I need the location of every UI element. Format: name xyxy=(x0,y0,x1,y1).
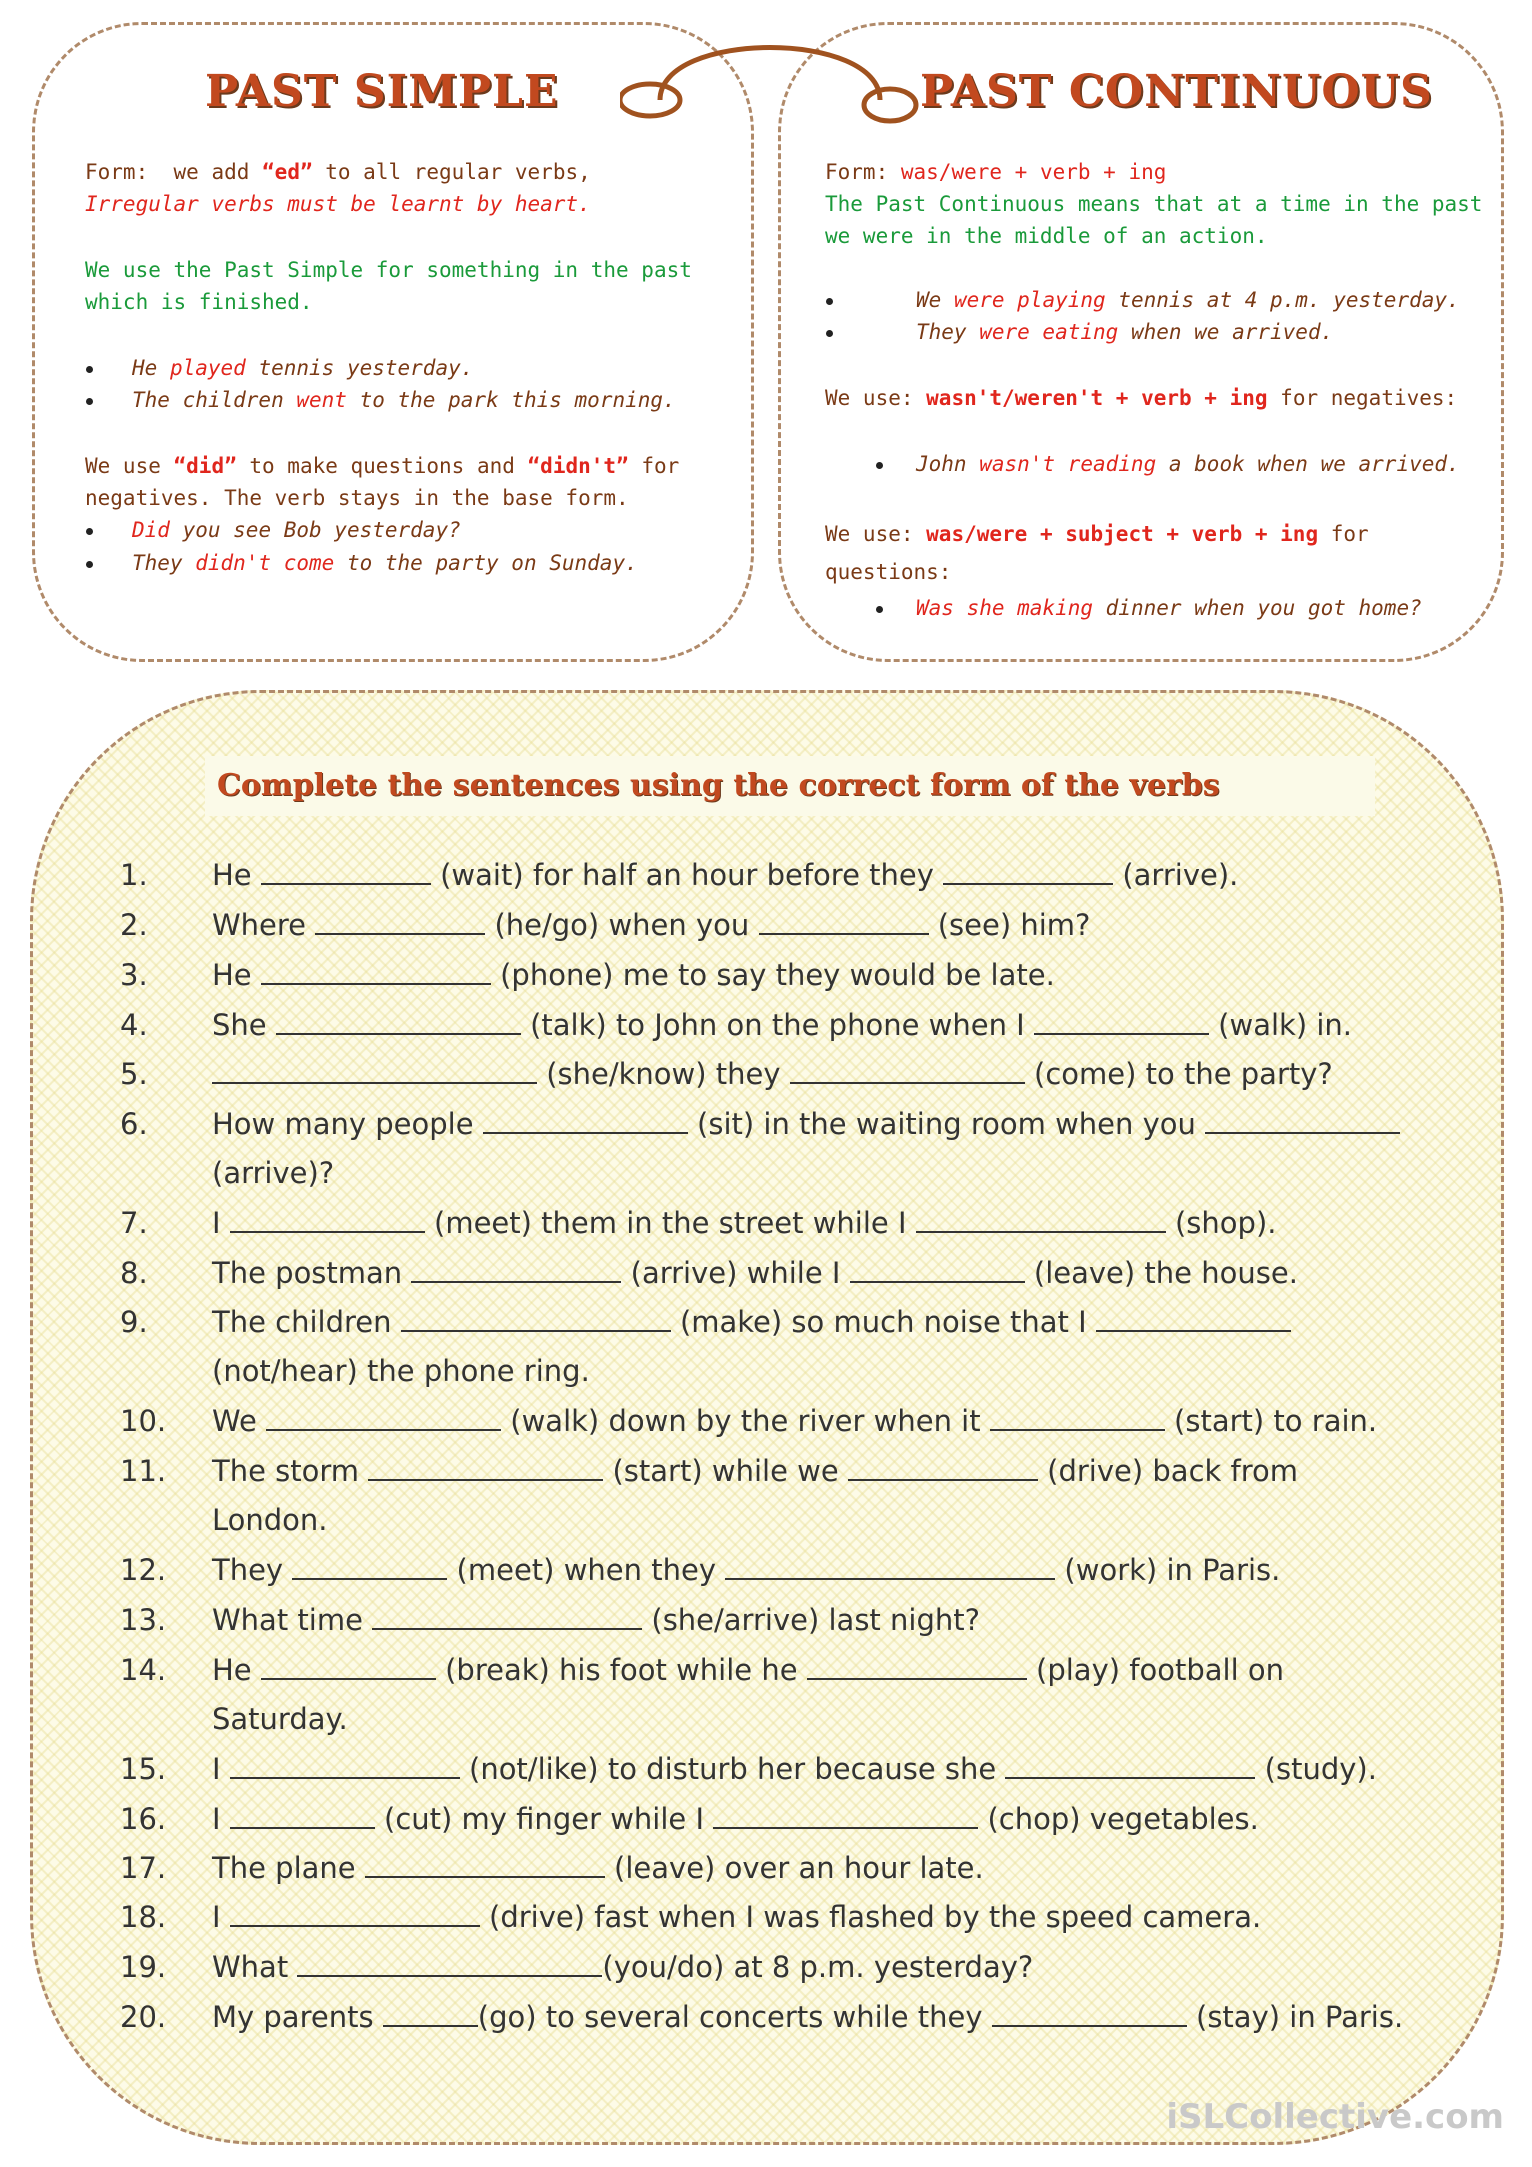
pc-means-line: The Past Continuous means that at a time in the past xyxy=(825,192,1483,216)
sentence-text: I xyxy=(212,1900,230,1934)
answer-blank[interactable] xyxy=(266,1405,501,1431)
answer-blank[interactable] xyxy=(261,859,431,885)
item-sentence xyxy=(212,1057,1333,1091)
sentence-text: They xyxy=(212,1553,293,1587)
item-sentence xyxy=(212,1206,1276,1240)
form-label: Form: xyxy=(825,160,889,184)
item-sentence xyxy=(212,1256,1298,1290)
sentence-text: (go) to several concerts while they xyxy=(477,2000,992,2034)
example-text: They xyxy=(916,320,980,344)
example-text: dinner when you got home? xyxy=(1093,596,1422,620)
sentence-text: (you/do) at 8 p.m. yesterday? xyxy=(602,1950,1034,1984)
didnt-word: “didn't” xyxy=(527,454,629,478)
sentence-text: She xyxy=(212,1008,276,1042)
pc-example xyxy=(916,316,1333,348)
item-number: 20. xyxy=(120,2000,167,2034)
answer-blank[interactable] xyxy=(759,909,929,935)
watermark: iSLCollective.com xyxy=(1166,2097,1504,2137)
example-verb: Did xyxy=(132,518,170,542)
bullet-icon xyxy=(86,398,93,405)
sentence-text: (he/go) when you xyxy=(485,908,759,942)
example-text: a book when we arrived. xyxy=(1156,452,1460,476)
item-sentence xyxy=(212,1802,1259,1836)
item-sentence xyxy=(212,1851,984,1885)
answer-blank[interactable] xyxy=(790,1058,1025,1084)
item-number: 3. xyxy=(120,958,148,992)
item-continuation: London. xyxy=(212,1503,328,1537)
sentence-text: What time xyxy=(212,1603,373,1637)
did-text: We use xyxy=(85,454,174,478)
answer-blank[interactable] xyxy=(713,1803,978,1829)
pc-question-line: questions: xyxy=(825,560,952,584)
answer-blank[interactable] xyxy=(365,1852,605,1878)
example-text: tennis yesterday. xyxy=(245,356,474,380)
answer-blank[interactable] xyxy=(990,1405,1165,1431)
example-text: to the party on Sunday. xyxy=(334,551,638,575)
sentence-text: (start) to rain. xyxy=(1164,1404,1378,1438)
sentence-text: (she/arrive) last night? xyxy=(642,1603,981,1637)
ps-example xyxy=(132,547,638,579)
sentence-text: (walk) in. xyxy=(1208,1008,1353,1042)
form-ed: “ed” xyxy=(262,160,313,184)
sentence-text: The plane xyxy=(212,1851,365,1885)
sentence-text: The children xyxy=(212,1305,401,1339)
sentence-text: The postman xyxy=(212,1256,412,1290)
sentence-text: (wait) for half an hour before they xyxy=(430,858,944,892)
rule-text: We use: xyxy=(825,522,927,546)
bullet-icon xyxy=(876,606,883,613)
item-sentence xyxy=(212,1900,1261,1934)
item-continuation: Saturday. xyxy=(212,1702,348,1736)
sentence-text: (shop). xyxy=(1165,1206,1277,1240)
item-sentence xyxy=(212,1653,1284,1687)
answer-blank[interactable] xyxy=(276,1009,521,1035)
answer-blank[interactable] xyxy=(943,859,1113,885)
sentence-text: (meet) when they xyxy=(447,1553,726,1587)
sentence-text: (chop) vegetables. xyxy=(978,1802,1259,1836)
answer-blank[interactable] xyxy=(292,1554,447,1580)
item-number: 19. xyxy=(120,1950,167,1984)
item-sentence xyxy=(212,1305,1291,1339)
answer-blank[interactable] xyxy=(401,1306,671,1332)
answer-blank[interactable] xyxy=(725,1554,1055,1580)
sentence-text: (study). xyxy=(1255,1752,1377,1786)
example-verb: didn't come xyxy=(195,551,335,575)
sentence-text: We xyxy=(212,1404,267,1438)
example-text: tennis at 4 p.m. yesterday. xyxy=(1105,288,1460,312)
answer-blank[interactable] xyxy=(992,2001,1187,2027)
ps-use-line: We use the Past Simple for something in the past xyxy=(85,258,692,282)
example-verb: were playing xyxy=(953,288,1106,312)
rule-form: was/were + subject + verb + ing xyxy=(926,522,1319,546)
sentence-text: My parents xyxy=(212,2000,383,2034)
sentence-text: (leave) over an hour late. xyxy=(604,1851,984,1885)
answer-blank[interactable] xyxy=(807,1654,1027,1680)
sentence-text: How many people xyxy=(212,1107,483,1141)
answer-blank[interactable] xyxy=(848,1455,1038,1481)
sentence-text: What xyxy=(212,1950,298,1984)
item-number: 5. xyxy=(120,1057,148,1091)
answer-blank[interactable] xyxy=(916,1207,1166,1233)
item-continuation: (arrive)? xyxy=(212,1156,335,1190)
sentence-text: (talk) to John on the phone when I xyxy=(520,1008,1034,1042)
answer-blank[interactable] xyxy=(383,2001,478,2027)
ps-irregular-line: Irregular verbs must be learnt by heart. xyxy=(85,192,591,216)
bullet-icon xyxy=(86,528,93,535)
pc-question-line xyxy=(825,518,1369,550)
past-simple-title: PAST SIMPLE xyxy=(205,66,559,117)
pc-example xyxy=(916,284,1460,316)
example-verb: were eating xyxy=(979,320,1119,344)
example-text: The children xyxy=(132,388,297,412)
answer-blank[interactable] xyxy=(297,1951,602,1977)
answer-blank[interactable] xyxy=(212,1058,537,1084)
item-number: 16. xyxy=(120,1802,167,1836)
answer-blank[interactable] xyxy=(261,1654,436,1680)
did-word: “did” xyxy=(173,454,237,478)
item-number: 7. xyxy=(120,1206,148,1240)
ps-use-line: which is finished. xyxy=(85,290,313,314)
sentence-text: (arrive) while I xyxy=(621,1256,850,1290)
example-text: They xyxy=(132,551,196,575)
bullet-icon xyxy=(86,561,93,568)
example-verb: played xyxy=(169,356,246,380)
answer-blank[interactable] xyxy=(261,959,491,985)
sentence-text: (come) to the party? xyxy=(1024,1057,1333,1091)
item-continuation: (not/hear) the phone ring. xyxy=(212,1354,590,1388)
item-sentence xyxy=(212,858,1238,892)
item-number: 2. xyxy=(120,908,148,942)
item-number: 10. xyxy=(120,1404,167,1438)
rule-text: for negatives: xyxy=(1267,386,1458,410)
ps-form-line xyxy=(85,156,591,188)
sentence-text: He xyxy=(212,1653,261,1687)
did-text: to make questions and xyxy=(236,454,528,478)
exercise-title: Complete the sentences using the correct form of the verbs xyxy=(205,756,1375,816)
sentence-text: (leave) the house. xyxy=(1024,1256,1298,1290)
rule-text: We use: xyxy=(825,386,927,410)
item-number: 15. xyxy=(120,1752,167,1786)
answer-blank[interactable] xyxy=(368,1455,603,1481)
answer-blank[interactable] xyxy=(230,1901,480,1927)
example-text: to the park this morning. xyxy=(346,388,676,412)
sentence-text: He xyxy=(212,958,261,992)
sentence-text: (phone) me to say they would be late. xyxy=(490,958,1055,992)
answer-blank[interactable] xyxy=(230,1753,460,1779)
example-text: John xyxy=(916,452,980,476)
item-number: 4. xyxy=(120,1008,148,1042)
item-sentence xyxy=(212,1603,980,1637)
item-number: 1. xyxy=(120,858,148,892)
sentence-text: (drive) back from xyxy=(1037,1454,1299,1488)
item-number: 14. xyxy=(120,1653,167,1687)
example-verb: wasn't reading xyxy=(979,452,1157,476)
example-text: We xyxy=(916,288,954,312)
pc-form-line xyxy=(825,156,1166,188)
ps-example xyxy=(132,384,676,416)
did-text: for xyxy=(628,454,680,478)
ps-did-line xyxy=(85,450,679,482)
item-number: 9. xyxy=(120,1305,148,1339)
pc-negative-line xyxy=(825,382,1457,414)
rule-form: wasn't/weren't + verb + ing xyxy=(926,386,1268,410)
sentence-text: (make) so much noise that I xyxy=(670,1305,1096,1339)
item-number: 12. xyxy=(120,1553,167,1587)
sentence-text: (walk) down by the river when it xyxy=(501,1404,990,1438)
item-sentence xyxy=(212,1107,1400,1141)
example-verb: went xyxy=(296,388,347,412)
pc-means-line: we were in the middle of an action. xyxy=(825,224,1268,248)
sentence-text: I xyxy=(212,1752,230,1786)
sentence-text: (see) him? xyxy=(928,908,1091,942)
item-sentence xyxy=(212,1553,1280,1587)
sentence-text: I xyxy=(212,1206,230,1240)
rule-text: for xyxy=(1318,522,1369,546)
item-sentence xyxy=(212,1404,1377,1438)
example-text: He xyxy=(132,356,170,380)
ps-example xyxy=(132,514,461,546)
answer-blank[interactable] xyxy=(1034,1009,1209,1035)
answer-blank[interactable] xyxy=(483,1108,688,1134)
item-sentence xyxy=(212,1752,1377,1786)
item-number: 11. xyxy=(120,1454,167,1488)
pc-example xyxy=(916,448,1460,480)
bullet-icon xyxy=(876,462,883,469)
bullet-icon xyxy=(86,366,93,373)
sentence-text: (not/like) to disturb her because she xyxy=(459,1752,1006,1786)
sentence-text: (meet) them in the street while I xyxy=(424,1206,916,1240)
answer-blank[interactable] xyxy=(850,1257,1025,1283)
connector-loop-icon xyxy=(620,20,920,130)
form-text: we add xyxy=(173,160,263,184)
bullet-icon xyxy=(826,298,833,305)
answer-blank[interactable] xyxy=(315,909,485,935)
pc-example xyxy=(916,592,1422,624)
example-text: you see Bob yesterday? xyxy=(169,518,461,542)
form-text: to all regular verbs, xyxy=(312,160,591,184)
answer-blank[interactable] xyxy=(230,1207,425,1233)
answer-blank[interactable] xyxy=(1096,1306,1291,1332)
item-sentence xyxy=(212,1950,1033,1984)
form-label: Form: xyxy=(85,160,149,184)
past-continuous-title: PAST CONTINUOUS xyxy=(920,66,1433,117)
item-sentence xyxy=(212,1008,1352,1042)
answer-blank[interactable] xyxy=(1005,1753,1255,1779)
sentence-text: (she/know) they xyxy=(537,1057,790,1091)
sentence-text: He xyxy=(212,858,261,892)
sentence-text: I xyxy=(212,1802,230,1836)
sentence-text: (sit) in the waiting room when you xyxy=(687,1107,1206,1141)
sentence-text: The storm xyxy=(212,1454,369,1488)
sentence-text: (start) while we xyxy=(603,1454,848,1488)
example-text: when we arrived. xyxy=(1118,320,1334,344)
sentence-text: Where xyxy=(212,908,316,942)
item-sentence xyxy=(212,1454,1298,1488)
item-sentence xyxy=(212,2000,1403,2034)
item-sentence xyxy=(212,958,1055,992)
item-number: 18. xyxy=(120,1900,167,1934)
form-text: was/were + verb + ing xyxy=(900,160,1167,184)
sentence-text: (cut) my finger while I xyxy=(374,1802,714,1836)
item-sentence xyxy=(212,908,1090,942)
sentence-text: (stay) in Paris. xyxy=(1186,2000,1404,2034)
answer-blank[interactable] xyxy=(372,1604,642,1630)
ps-did-line: negatives. The verb stays in the base form. xyxy=(85,486,629,510)
item-number: 8. xyxy=(120,1256,148,1290)
example-verb: Was she making xyxy=(916,596,1094,620)
answer-blank[interactable] xyxy=(411,1257,621,1283)
item-number: 13. xyxy=(120,1603,167,1637)
sentence-text: (drive) fast when I was flashed by the speed camera. xyxy=(479,1900,1262,1934)
sentence-text: (break) his foot while he xyxy=(435,1653,807,1687)
sentence-text: (arrive). xyxy=(1113,858,1239,892)
bullet-icon xyxy=(826,330,833,337)
ps-example xyxy=(132,352,473,384)
answer-blank[interactable] xyxy=(230,1803,375,1829)
item-number: 6. xyxy=(120,1107,148,1141)
sentence-text: (work) in Paris. xyxy=(1055,1553,1281,1587)
item-number: 17. xyxy=(120,1851,167,1885)
sentence-text: (play) football on xyxy=(1026,1653,1284,1687)
answer-blank[interactable] xyxy=(1205,1108,1400,1134)
